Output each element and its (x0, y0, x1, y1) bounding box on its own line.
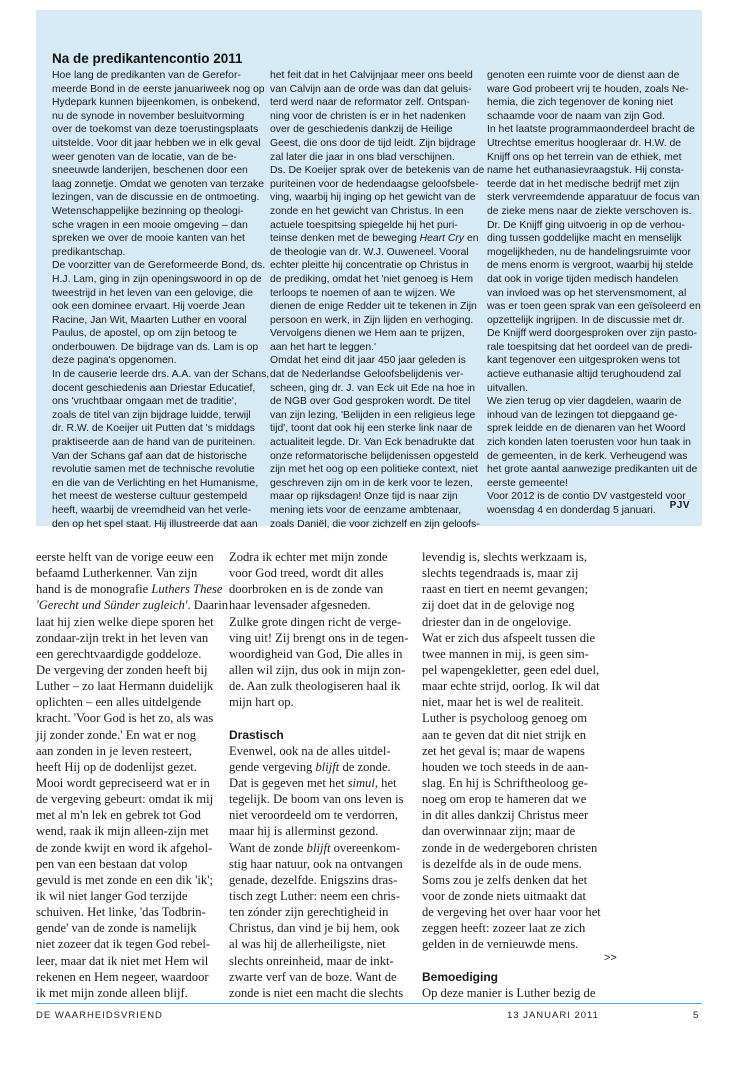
text-line: voor God treed, wordt dit alles (229, 566, 384, 581)
text-line: gevuld is met zonde en een dik 'ik'; (36, 872, 213, 887)
text-line: dr. R.W. de Koeijer uit Putten dat 's middags (52, 423, 255, 435)
text-line: haar levensader afgesneden. (229, 598, 371, 613)
text-line: dienen de enige Redder uit te tekenen in Zijn (270, 301, 477, 313)
text-line: befaamd Lutherkenner. Van zijn (36, 566, 198, 581)
text-line: heeft Hij op de dodenlijst gezet. (36, 759, 197, 774)
text-line: houden we toch steeds in de aan- (422, 759, 589, 774)
text-line: eerste helft van de vorige eeuw een (36, 550, 214, 564)
text-line: De voorzitter van de Gereformeerde Bond, ds. (52, 260, 266, 272)
text-line: ten zónder zijn gerechtigheid in (229, 905, 389, 920)
text-line: doorbroken en is de zonde van (229, 582, 384, 597)
text-line: tegelijk. De boom van ons leven is (229, 792, 404, 807)
text-line: In de causerie leerde drs. A.A. van der Schans, (52, 369, 270, 381)
text-line: van invloed was op het stervensmoment, al (487, 287, 687, 299)
text-line: aan te geven dat dit niet strijk en (422, 727, 587, 742)
text-line: Mooi wordt gepreciseerd wat er in (36, 775, 210, 790)
text-line: opzettelijk ingrijpen. In de discussie met dr. (487, 314, 685, 326)
text-line: heeft, waarbij de vreemdheid van het verle- (52, 505, 252, 516)
text-line: sterk vervreemdende apparatuur de focus van (487, 192, 700, 204)
text-line: Hoe lang de predikanten van de Gerefor- (52, 70, 241, 81)
text-line: uitstelde. Voor dit jaar hebben we in elk geval (52, 137, 261, 149)
text-line: onderbouwen. De bijdrage van ds. Lam is op (52, 341, 259, 353)
text-line: inhoud van de lezingen tot diepgaand ge- (487, 409, 678, 421)
text-line: de theologie van dr. W.J. Ouweneel. Vooral (270, 246, 469, 258)
text-line: laat hij zien welke diepe sporen het (36, 614, 214, 629)
text-line: Van der Schans gaf aan dat de historische (52, 450, 248, 462)
text-line: met al m'n lek en gebrek tot God (36, 808, 201, 823)
text-line: Op deze manier is Luther bezig de (422, 985, 596, 1000)
text-line: jij zonder zonde.' En wat er nog (36, 727, 196, 742)
text-line: genoten een ruimte voor de dienst aan de (487, 70, 680, 81)
text-line: praktiseerde aan de hand van de puriteinen. (52, 437, 256, 449)
text-line: Knijff ons op het terrein van de ethiek, met (487, 151, 682, 163)
text-line: en die van de Verlichting en het Humanisme, (52, 477, 259, 489)
text-line: teerde dat in het medische bedrijf met zijn (487, 178, 680, 190)
text-line: de vergeving het over haar voor het (422, 905, 601, 920)
text-line: ons 'vruchtbaar omgaan met de traditie', (52, 396, 237, 408)
article-column-2 (229, 549, 408, 1001)
text-line: De vergeving der zonden heeft bij (36, 662, 208, 677)
text-line: de zieke mens naar de ziekte verschoven is. (487, 205, 692, 217)
text-line: rekenen en Hem negeer, waardoor (36, 969, 209, 984)
text-line: actualiteit legde. Dr. Van Eck benadrukte dat (270, 437, 475, 449)
text-line: Paulus, de apostel, op om zijn betoog te (52, 328, 237, 340)
italic-term: simul (347, 775, 375, 790)
text-line: slechts onreinheid, maar de inkt- (229, 953, 394, 968)
text-line: zijn met het oog op een politieke context, niet (270, 464, 478, 476)
sidebar-column-3 (487, 69, 701, 518)
text-line: schaamde voor de naam van zijn God. (487, 110, 665, 122)
text-line: woensdag 4 en donderdag 5 januari. (487, 505, 656, 516)
text-line: maar echte strijd, oorlog. Ik wil dat (422, 679, 600, 694)
text-line: mogelijkheden, nu de handelingsruimte voor (487, 246, 691, 258)
text-line: oplichten – een alles uitdelgende (36, 695, 202, 710)
text-line: Evenwel, ook na de alles uitdel- (229, 743, 391, 758)
text-line: van Calvijn aan de orde was dan dat geluis- (270, 83, 472, 95)
text-line: voor de zonde niets uitmaakt dat (422, 888, 587, 903)
text-line: maar hij is allerminst gezond. (229, 824, 379, 839)
text-line: kracht. 'Voor God is het zo, als was (36, 711, 214, 726)
text-line: Voor 2012 is de contio DV vastgesteld voor (487, 491, 686, 503)
text-line: gelden in de vernieuwde mens. (422, 937, 579, 952)
text-line: was er toen geen sprak van een geïsoleerd en (487, 301, 701, 313)
text-line: den op het spel staat. Hij illustreerde dat aan (52, 518, 258, 530)
text-line: onze reformatorische belijdenissen opgesteld (270, 450, 479, 462)
italic-term: blijft (306, 840, 331, 855)
text-line: scheen, ging dr. J. van Eck uit Ede na hoe in (270, 382, 476, 394)
text-line: Zodra ik echter met mijn zonde (229, 550, 388, 564)
footer-page-number: 5 (693, 1010, 700, 1021)
paragraph-break (422, 953, 601, 969)
text-line: zwarte verf van de boze. Want de (229, 969, 397, 984)
text-line: pel wapengekletter, geen edel duel, (422, 662, 600, 677)
text-line: Luther is psycholoog genoeg om (422, 711, 588, 726)
footer-date: 13 JANUARI 2011 (507, 1010, 599, 1021)
text-line: meerde Bond in de eerste januariweek nog op (52, 83, 265, 95)
text-line: terd werd naar de reformator zelf. Ontspan- (270, 97, 470, 109)
text-line: genade, dezelfde. Enigszins dras- (229, 872, 398, 887)
text-line: zonde is niet een macht die slechts (229, 985, 404, 1000)
italic-term: blijft (315, 759, 340, 774)
author-initials: PJV (669, 500, 690, 511)
text-line: persoon en werk, in Zijn lijden en verhoging. (270, 314, 474, 326)
text-line: Luther – zo laat Hermann duidelijk (36, 679, 214, 694)
section-heading: Bemoediging (422, 969, 499, 984)
text-line: kant tegenover een uitgesproken wens tot (487, 355, 680, 367)
text-line: Wat er zich dus afspeelt tussen die (422, 630, 596, 645)
text-line: tweestrijd in het leven van een gelovige, die (52, 287, 254, 299)
text-line: Vervolgens dienen we Hem aan te prijzen, (270, 328, 465, 340)
text-line: predikantschap. (52, 246, 126, 258)
text-line: We zien terug op vier dagdelen, waarin de (487, 396, 682, 408)
text-line: actieve euthanasie altijd terughoudend zal (487, 369, 682, 381)
text-line: hemia, die zich tegenover de koning niet (487, 97, 673, 109)
text-line: aan het hart te leggen.' (270, 341, 376, 353)
text-line: laag zonnetje. Omdat we genoten van terzake (52, 178, 264, 190)
text-line: mening iets voor de eenzame ambtenaar, (270, 505, 462, 516)
text-line: teinse denken met de beweging Heart Cry en (270, 233, 479, 245)
text-line: sprek leidde en de dienaren van het Woord (487, 423, 686, 435)
italic-term: Luthers These (151, 582, 223, 597)
text-line: docent geschiedenis aan Driestar Educatief, (52, 382, 256, 394)
text-line: zeggen heeft: zozeer laat ze zich (422, 921, 586, 936)
text-line: een gerechtvaardigde goddeloze. (36, 646, 202, 661)
text-line: de vergeving gebeurt: omdat ik mij (36, 792, 214, 807)
text-line: de mens enorm is vergroot, waarbij hij stelde (487, 260, 694, 272)
text-line: De Knijff werd doorgesproken over zijn pasto- (487, 328, 698, 340)
text-line: Zulke grote dingen richt de verge- (229, 614, 402, 629)
text-line: wend, raak ik mijn alleen-zijn met (36, 824, 209, 839)
text-line: gende' van de zonde is namelijk (36, 921, 197, 936)
text-line: weer genoten van de locatie, van de be- (52, 151, 237, 163)
text-line: ving, waarbij hij inging op het gewicht van de (270, 192, 476, 204)
footer-publication: DE WAARHEIDSVRIEND (36, 1010, 163, 1021)
italic-term: 'Gerecht und Sünder zugleich' (36, 598, 188, 613)
text-line: niet veroordeeld om te verdorren, (229, 808, 398, 823)
text-line: driester dan in de ongelovige. (422, 614, 572, 629)
text-line: In het laatste programmaonderdeel bracht de (487, 124, 695, 136)
sidebar-title: Na de predikantencontio 2011 (52, 51, 243, 66)
text-line: Utrechtse emeritus hoogleraar dr. H.W. de (487, 137, 682, 149)
text-line: Wetenschappelijke bezinning op theologi- (52, 205, 244, 217)
text-line: H.J. Lam, ging in zijn openingswoord in op de (52, 273, 262, 285)
text-line: sneeuwde landerijen, beschenen door een (52, 165, 248, 177)
text-line: levendig is, slechts werkzaam is, (422, 550, 588, 564)
text-line: name het euthanasievraagstuk. Hij consta- (487, 165, 684, 177)
text-line: de gemeenten, in de kerk. Verheugend was (487, 450, 688, 462)
text-line: lezingen, van de discussie en de ontmoeting. (52, 192, 260, 204)
text-line: puriteinen voor de hedendaagse geloofsbele- (270, 178, 479, 190)
text-line: eerste gemeente! (487, 477, 568, 489)
text-line: Dr. De Knijff ging uitvoerig in op de verhou- (487, 219, 685, 231)
sidebar-column-2 (270, 69, 484, 531)
text-line: dan overwinnaar zijn; maar de (422, 824, 576, 839)
text-line: de prediking, omdat het 'niet genoeg is Hem (270, 273, 473, 285)
text-line: dat ook in vorige tijden medisch handelen (487, 273, 679, 285)
text-line: echter pleitte hij concentratie op Christus in (270, 260, 469, 272)
text-line: is dezelfde als in de oude mens. (422, 856, 582, 871)
text-line: hand is de monografie Luthers These (36, 582, 223, 597)
text-line: deze pagina's opgenomen. (52, 355, 177, 367)
text-line: het feit dat in het Calvijnjaar meer ons beeld (270, 70, 473, 81)
text-line: zonde in de wedergeboren christen (422, 840, 598, 855)
text-line: zal later die jaar in ons blad verschijnen. (270, 151, 455, 163)
text-line: ware God probeert vrij te houden, zoals Ne- (487, 83, 689, 95)
text-line: Dat is gegeven met het simul, het (229, 775, 397, 790)
article-column-3 (422, 549, 601, 1001)
text-line: zoals de titel van zijn bijdrage luidde, terwijl (52, 409, 251, 421)
text-line: niet zozeer dat ik tegen God rebel- (36, 937, 211, 952)
text-line: tijd', toont dat ook hij een sterke link naar de (270, 423, 473, 435)
text-line: stig haar natuur, ook na ontvangen (229, 856, 403, 871)
text-line: zoals Daniël, die voor zichzelf en zijn geloofs- (270, 518, 480, 530)
text-line: over de geschiedenis dankzij de Heilige (270, 124, 453, 136)
text-line: uitvallen. (487, 382, 529, 394)
text-line: noeg om erop te hameren dat we (422, 792, 587, 807)
text-line: terloops te noemen of aan te wijzen. We (270, 287, 456, 299)
article-column-1 (36, 549, 228, 1001)
text-line: ik wil niet langer God terzijde (36, 888, 188, 903)
text-line: twee mannen in mij, is geen sim- (422, 646, 589, 661)
text-line: raast en tiert en neemt gevangen; (422, 582, 589, 597)
text-line: ding tussen goddelijke macht en menselijk (487, 233, 682, 245)
text-line: Ds. De Koeijer sprak over de betekenis van de (270, 165, 485, 177)
text-line: Want de zonde blijft overeenkom- (229, 840, 401, 855)
text-line: zich konden laten toerusten voor hun taak in (487, 437, 691, 449)
text-line: tisch zegt Luther: neem een chris- (229, 888, 400, 903)
text-line: sche vragen in een mooie omgeving – dan (52, 219, 248, 231)
text-line: maar op rijksdagen! Onze tijd is naar zijn (270, 491, 458, 503)
text-line: over de toekomst van deze toerustingsplaats (52, 124, 259, 136)
text-line: slag. En hij is Schriftheoloog ge- (422, 775, 588, 790)
text-line: gende vergeving blijft de zonde. (229, 759, 391, 774)
text-line: dat de Nederlandse Geloofsbelijdenis ver- (270, 369, 464, 381)
text-line: zondaar-zijn trekt in het leven van (36, 630, 209, 645)
text-line: aan zonden in je leven resteert, (36, 743, 192, 758)
text-line: slechts tegendraads is, maar zij (422, 566, 579, 581)
text-line: ik met mijn zonde alleen blijf. (36, 985, 188, 1000)
text-line: pen van een bestaan dat volop (36, 856, 188, 871)
text-line: zet het geval is; maar de wapens (422, 743, 585, 758)
italic-term: Heart Cry (419, 233, 465, 245)
text-line: ning voor de christen is er in het nadenken (270, 110, 466, 122)
text-line: de zonde kwijt en word ik afgehol- (36, 840, 213, 855)
footer-rule (36, 1003, 702, 1004)
text-line: geschreven zijn om in de kerk voor te lezen, (270, 477, 473, 489)
text-line: nu de synode in november besluitvorming (52, 110, 245, 122)
text-line: het grote aantal aanwezige predikanten uit de (487, 464, 698, 476)
text-line: rale toespitsing dat het oordeel van de predi- (487, 341, 693, 353)
text-line: actuele toespitsing spiegelde hij het puri- (270, 219, 458, 231)
text-line: Christus, dan vind je bij hem, ook (229, 921, 400, 936)
text-line: mijn hart op. (229, 695, 294, 710)
text-line: spreken we over de mooie kanten van het (52, 233, 245, 245)
text-line: in dit alles dankzij Christus meer (422, 808, 589, 823)
text-line: ook een dominee ervaart. Hij voerde Jean (52, 301, 245, 313)
text-line: de. Aan zulk theologiseren haal ik (229, 679, 401, 694)
text-line: van zijn lezing, 'Belijden in een religieus lege (270, 409, 476, 421)
text-line: ving uit! Zij brengt ons in de tegen- (229, 630, 409, 645)
text-line: revolutie samen met de technische revolutie (52, 464, 255, 476)
text-line: allen wil zijn, dus ook in mijn zon- (229, 662, 406, 677)
text-line: het meest de westerse cultuur gestempeld (52, 491, 248, 503)
text-line: al was hij de allerheiligste, niet (229, 937, 386, 952)
text-line: de NGB over God gesproken wordt. De titel (270, 396, 471, 408)
text-line: leer, maar dat ik niet met Hem wil (36, 953, 209, 968)
text-line: woordigheid van God, Die alles in (229, 646, 403, 661)
text-line: Hydepark kunnen bijeenkomen, is onbekend, (52, 97, 260, 109)
text-line: Soms zou je zelfs denken dat het (422, 872, 588, 887)
sidebar-column-1 (52, 69, 269, 531)
text-line: niet, maar het is wel de realiteit. (422, 695, 584, 710)
text-line: schuiven. Het linke, 'das Todbrin- (36, 905, 206, 920)
continue-marker: >> (604, 952, 617, 964)
text-line: Racine, Jan Wit, Maarten Luther en vooral (52, 314, 247, 326)
text-line: Geest, die ons door de tijd leidt. Zijn bijdrage (270, 137, 476, 149)
paragraph-break (229, 710, 408, 726)
section-heading: Drastisch (229, 727, 284, 742)
text-line: zij doet dat in de gelovige nog (422, 598, 575, 613)
text-line: Omdat het eind dit jaar 450 jaar geleden is (270, 355, 466, 367)
text-line: zonde en het gewicht van Christus. In een (270, 205, 464, 217)
text-line: 'Gerecht und Sünder zugleich'. Daarin (36, 598, 229, 613)
